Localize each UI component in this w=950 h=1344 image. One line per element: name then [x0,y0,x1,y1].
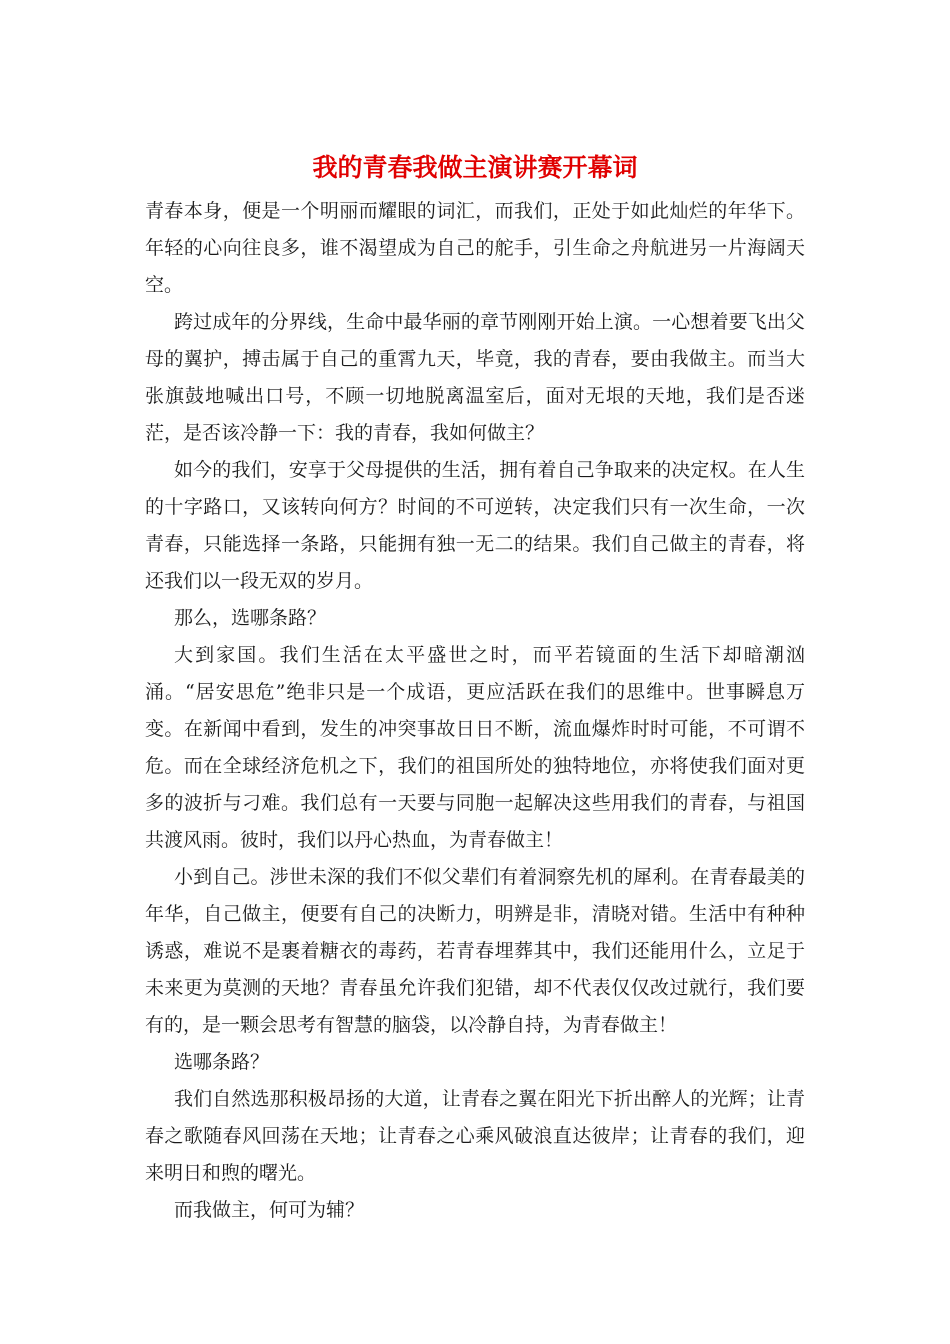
paragraph-1: 青春本身，便是一个明丽而耀眼的词汇，而我们，正处于如此灿烂的年华下。年轻的心向往良多，谁不渴望成为自己的舵手，引生命之舟航进另一片海阔天空。 [145,200,805,296]
paragraph-4: 那么，选哪条路？ [174,607,327,629]
paragraph-8: 我们自然选那积极昂扬的大道，让青春之翼在阳光下折出醉人的光辉；让青春之歌随春风回荡在天地；让青春之心乘风破浪直达彼岸；让青春的我们，迎来明日和煦的曙光。 [145,1088,805,1184]
paragraph-6: 小到自己。涉世未深的我们不似父辈们有着洞察先机的犀利。在青春最美的年华，自己做主，便要有自己的决断力，明辨是非，清晓对错。生活中有种种诱惑，难说不是裹着糖衣的毒药，若青春埋葬其中，我们还能用什么，立足于未来更为莫测的天地？青春虽允许我们犯错，却不代表仅仅改过就行，我们要有的，是一颗会思考有智慧的脑袋，以冷静自持，为青春做主！ [145,866,805,1036]
paragraph-5: 大到家国。我们生活在太平盛世之时，而平若镜面的生活下却暗潮汹涌。“居安思危”绝非只是一个成语，更应活跃在我们的思维中。世事瞬息万变。在新闻中看到，发生的冲突事故日日不断，流血爆炸时时可能，不可谓不危。而在全球经济危机之下，我们的祖国所处的独特地位，亦将使我们面对更多的波折与刁难。我们总有一天要与同胞一起解决这些用我们的青春，与祖国共渡风雨。彼时，我们以丹心热血，为青春做主！ [145,644,805,851]
paragraph-3: 如今的我们，安享于父母提供的生活，拥有着自己争取来的决定权。在人生的十字路口，又该转向何方？时间的不可逆转，决定我们只有一次生命，一次青春，只能选择一条路，只能拥有独一无二的结果。我们自己做主的青春，将还我们以一段无双的岁月。 [145,459,805,592]
document-title: 我的青春我做主演讲赛开幕词 [312,153,638,182]
document-body [145,193,805,1229]
paragraph-9: 而我做主，何可为辅？ [174,1199,365,1221]
paragraph-7: 选哪条路？ [174,1051,270,1073]
paragraph-2: 跨过成年的分界线，生命中最华丽的章节刚刚开始上演。一心想着要飞出父母的翼护，搏击属于自己的重霄九天，毕竟，我的青春，要由我做主。而当大张旗鼓地喊出口号，不顾一切地脱离温室后，面对无垠的天地，我们是否迷茫，是否该冷静一下：我的青春，我如何做主？ [145,311,805,444]
